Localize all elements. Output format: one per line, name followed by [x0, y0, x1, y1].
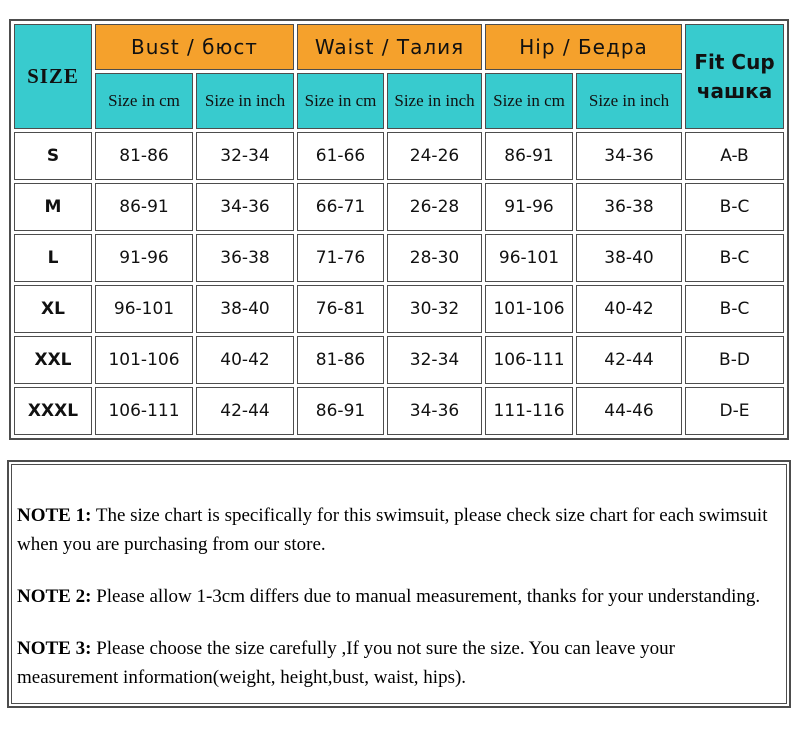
hip-cm-cell: 91-96 [485, 183, 573, 231]
waist-cm-cell: 81-86 [297, 336, 384, 384]
bust-cm-cell: 86-91 [95, 183, 193, 231]
waist-inch-cell: 28-30 [387, 234, 482, 282]
fit-cup-header [685, 24, 784, 129]
hip-inch-cell: 44-46 [576, 387, 682, 435]
bust-cm-cell: 101-106 [95, 336, 193, 384]
waist-cm-cell: 61-66 [297, 132, 384, 180]
subheader-row [14, 73, 784, 129]
fit-cup-cell: B-D [685, 336, 784, 384]
table-row [14, 234, 784, 282]
fit-cup-cell: A-B [685, 132, 784, 180]
fit-cup-cell: B-C [685, 285, 784, 333]
size-cell: L [14, 234, 92, 282]
table-row [14, 285, 784, 333]
size-cell: XL [14, 285, 92, 333]
bust-inch-cell: 40-42 [196, 336, 294, 384]
fit-cup-cell: B-C [685, 234, 784, 282]
waist-inch-subheader: Size in inch [387, 73, 482, 129]
note-1-text: The size chart is specifically for this swimsuit, please check size chart for each swimsuit when you are purchasing from our store. [17, 505, 768, 555]
waist-cm-cell: 66-71 [297, 183, 384, 231]
hip-cm-subheader: Size in cm [485, 73, 573, 129]
hip-inch-cell: 34-36 [576, 132, 682, 180]
note-2-text: Please allow 1-3cm differs due to manual measurement, thanks for your understanding. [91, 586, 761, 607]
bust-group-header: Bust / бюст [95, 24, 294, 70]
size-cell: S [14, 132, 92, 180]
group-header-row [14, 24, 784, 70]
waist-cm-cell: 71-76 [297, 234, 384, 282]
waist-inch-cell: 26-28 [387, 183, 482, 231]
hip-cm-cell: 96-101 [485, 234, 573, 282]
table-row [14, 387, 784, 435]
waist-cm-subheader: Size in cm [297, 73, 384, 129]
size-cell: XXL [14, 336, 92, 384]
notes-box-inner [11, 464, 787, 704]
size-cell: M [14, 183, 92, 231]
bust-cm-cell: 91-96 [95, 234, 193, 282]
size-cell: XXXL [14, 387, 92, 435]
size-chart-table [9, 19, 789, 440]
bust-inch-cell: 42-44 [196, 387, 294, 435]
table-body [14, 132, 784, 435]
waist-group-header: Waist / Талия [297, 24, 482, 70]
hip-cm-cell: 106-111 [485, 336, 573, 384]
size-column-header: SIZE [14, 24, 92, 129]
fit-cup-cell: B-C [685, 183, 784, 231]
fit-cup-header-line2: чашка [696, 79, 773, 103]
hip-inch-cell: 42-44 [576, 336, 682, 384]
bust-inch-cell: 38-40 [196, 285, 294, 333]
note-3-text: Please choose the size carefully ,If you not sure the size. You can leave your measurement information(weight, height,bust, waist, hips). [17, 638, 675, 688]
bust-inch-subheader: Size in inch [196, 73, 294, 129]
fit-cup-cell: D-E [685, 387, 784, 435]
hip-inch-cell: 38-40 [576, 234, 682, 282]
note-3 [17, 634, 776, 692]
table-row [14, 183, 784, 231]
hip-cm-cell: 86-91 [485, 132, 573, 180]
note-3-label: NOTE 3: [17, 638, 92, 659]
bust-cm-cell: 106-111 [95, 387, 193, 435]
bust-cm-subheader: Size in cm [95, 73, 193, 129]
table-row [14, 132, 784, 180]
bust-inch-cell: 34-36 [196, 183, 294, 231]
bust-inch-cell: 36-38 [196, 234, 294, 282]
hip-cm-cell: 101-106 [485, 285, 573, 333]
hip-inch-cell: 40-42 [576, 285, 682, 333]
note-1 [17, 501, 776, 559]
hip-inch-cell: 36-38 [576, 183, 682, 231]
bust-cm-cell: 81-86 [95, 132, 193, 180]
bust-cm-cell: 96-101 [95, 285, 193, 333]
waist-inch-cell: 24-26 [387, 132, 482, 180]
note-2 [17, 582, 776, 611]
note-2-label: NOTE 2: [17, 586, 92, 607]
table-header [14, 24, 784, 129]
notes-box [7, 460, 791, 708]
hip-inch-subheader: Size in inch [576, 73, 682, 129]
waist-cm-cell: 86-91 [297, 387, 384, 435]
waist-inch-cell: 34-36 [387, 387, 482, 435]
bust-inch-cell: 32-34 [196, 132, 294, 180]
note-1-label: NOTE 1: [17, 505, 92, 526]
waist-inch-cell: 32-34 [387, 336, 482, 384]
waist-cm-cell: 76-81 [297, 285, 384, 333]
table-row [14, 336, 784, 384]
hip-cm-cell: 111-116 [485, 387, 573, 435]
fit-cup-header-line1: Fit Cup [694, 50, 775, 74]
hip-group-header: Hip / Бедра [485, 24, 682, 70]
waist-inch-cell: 30-32 [387, 285, 482, 333]
